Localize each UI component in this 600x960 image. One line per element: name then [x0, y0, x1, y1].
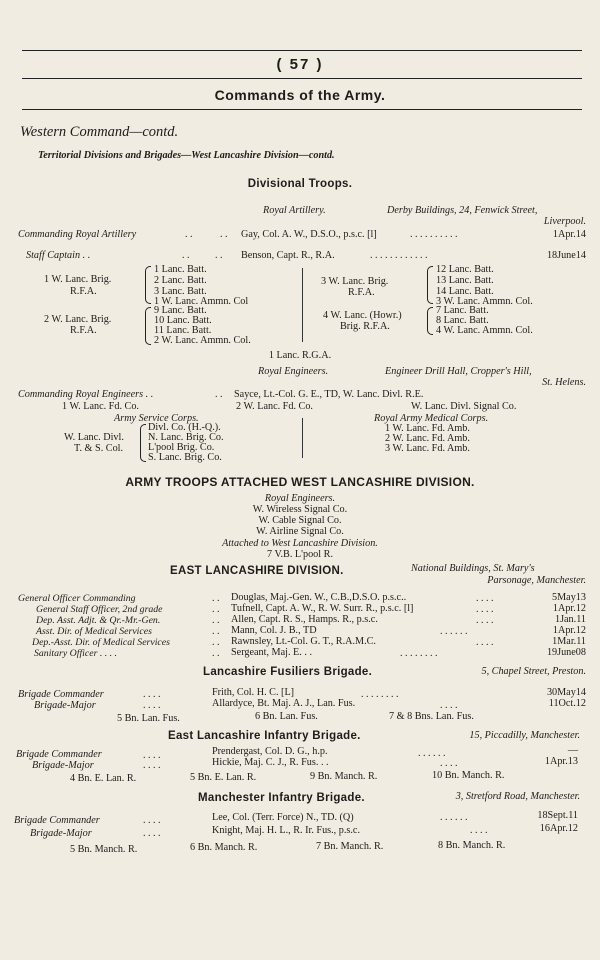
re-unit: W. Lanc. Divl. Signal Co. — [411, 401, 517, 412]
battalion: 7 Bn. Manch. R. — [316, 841, 384, 852]
dot-leader: . . . . — [476, 604, 494, 615]
staff-date: 1Apr.12 — [552, 625, 586, 636]
staff-name: Tufnell, Capt. A. W., R. W. Surr. R., p.s.c. [l] — [231, 603, 414, 614]
brig3-item: 14 Lanc. Batt. — [436, 286, 494, 297]
battalion: 6 Bn. Manch. R. — [190, 842, 258, 853]
lancs-fusiliers-address: 5, Chapel Street, Preston. — [481, 666, 586, 677]
brig2-item: 9 Lanc. Batt. — [154, 305, 207, 316]
brig4-item: 4 W. Lanc. Ammn. Col. — [436, 325, 533, 336]
re-unit: 2 W. Lanc. Fd. Co. — [236, 401, 313, 412]
staff-date: 1Mar.11 — [552, 636, 586, 647]
army-troops-item: W. Airline Signal Co. — [256, 526, 344, 537]
battalion: 5 Bn. E. Lan. R. — [190, 772, 257, 783]
ramc-item: 3 W. Lanc. Fd. Amb. — [385, 443, 470, 454]
brig3-unit: R.F.A. — [348, 287, 375, 298]
attached-note: Attached to West Lancashire Division. — [222, 538, 378, 549]
east-lancs-address: National Buildings, St. Mary's — [411, 563, 535, 574]
battalion: 4 Bn. E. Lan. R. — [70, 773, 137, 784]
brig4-item: 8 Lanc. Batt. — [436, 315, 489, 326]
brace — [145, 307, 151, 345]
dot-leader: . . . . — [143, 828, 161, 839]
army-troops-heading: ARMY TROOPS ATTACHED WEST LANCASHIRE DIVISION. — [125, 475, 475, 489]
dot-leader: . . — [212, 604, 220, 615]
column-divider — [302, 268, 303, 342]
staff-name: Allen, Capt. R. S., Hamps. R., p.s.c. — [231, 614, 378, 625]
re-address: Engineer Drill Hall, Cropper's Hill, — [385, 366, 532, 377]
brig1-item: 1 Lanc. Batt. — [154, 264, 207, 275]
row-name: Hickie, Maj. C. J., R. Fus. . . — [212, 757, 329, 768]
dot-leader: . . . . . . — [440, 812, 468, 823]
staff-date: 19June08 — [546, 647, 586, 658]
battalion: 6 Bn. Lan. Fus. — [255, 711, 318, 722]
rga: 1 Lanc. R.G.A. — [268, 350, 332, 361]
row-date: — — [567, 745, 578, 756]
brace — [140, 424, 146, 462]
row-date: 30May14 — [546, 687, 586, 698]
staff-name: Rawnsley, Lt.-Col. G. T., R.A.M.C. — [231, 636, 376, 647]
dot-leader: . . . . — [143, 689, 161, 700]
command-heading: Western Command—contd. — [20, 124, 179, 140]
staff-role: Dep.-Asst. Dir. of Medical Services — [32, 637, 170, 648]
battalion: 5 Bn. Lan. Fus. — [117, 713, 180, 724]
row-name: Allardyce, Bt. Maj. A. J., Lan. Fus. — [212, 698, 356, 709]
ramc-item: 2 W. Lanc. Fd. Amb. — [385, 433, 470, 444]
staff-name: Sergeant, Maj. E. . . — [231, 647, 313, 658]
battalion: 5 Bn. Manch. R. — [70, 844, 138, 855]
dot-leader: . . — [212, 626, 220, 637]
row-date: 16Apr.12 — [539, 823, 578, 834]
brig1-item: 2 Lanc. Batt. — [154, 275, 207, 286]
brace — [427, 266, 433, 304]
row-name: Prendergast, Col. D. G., h.p. — [212, 746, 328, 757]
brig4-unit: Brig. R.F.A. — [340, 321, 390, 332]
army-troops-item: W. Cable Signal Co. — [258, 515, 342, 526]
battalion: 8 Bn. Manch. R. — [438, 840, 506, 851]
row-date: 11Oct.12 — [548, 698, 586, 709]
re-city: St. Helens. — [542, 377, 586, 388]
ramc-heading: Royal Army Medical Corps. — [374, 413, 489, 424]
dot-leader: . . — [215, 250, 223, 261]
dot-leader: . . — [212, 648, 220, 659]
staff-role: Dep. Asst. Adjt. & Qr.-Mr.-Gen. — [36, 615, 161, 626]
ra-address: Derby Buildings, 24, Fenwick Street, — [387, 205, 538, 216]
dot-leader: . . . . — [476, 593, 494, 604]
dot-leader: . . . . . . — [440, 626, 468, 637]
brig4-name: 4 W. Lanc. (Howr.) — [323, 310, 402, 321]
army-troops-re-heading: Royal Engineers. — [264, 493, 336, 504]
royal-engineers-heading: Royal Engineers. — [258, 366, 329, 377]
dot-leader: . . . . — [143, 750, 161, 761]
top-rule — [22, 50, 582, 51]
dot-leader: . . . . . . — [418, 748, 446, 759]
brig2-item: 2 W. Lanc. Ammn. Col. — [154, 335, 251, 346]
dot-leader: . . . . . . . . . . . . — [370, 250, 428, 261]
army-troops-item: W. Wireless Signal Co. — [252, 504, 348, 515]
brig3-item: 13 Lanc. Batt. — [436, 275, 494, 286]
row-role: Brigade-Major — [34, 700, 96, 711]
battalion: 7 & 8 Bns. Lan. Fus. — [389, 711, 474, 722]
dot-leader: . . . . — [476, 637, 494, 648]
row-date: 18Sept.11 — [537, 810, 578, 821]
asc-item: N. Lanc. Brig. Co. — [148, 432, 224, 443]
brace — [427, 307, 433, 335]
brig3-item: 12 Lanc. Batt. — [436, 264, 494, 275]
brig1-item: 1 W. Lanc. Ammn. Col — [154, 296, 249, 307]
dot-leader: . . . . . . . . — [400, 648, 438, 659]
staff-date: 1Jan.11 — [554, 614, 586, 625]
divisional-troops-heading: Divisional Troops. — [247, 178, 353, 190]
staff-role: Asst. Dir. of Medical Services — [36, 626, 152, 637]
royal-artillery-heading: Royal Artillery. — [263, 205, 326, 216]
row-role: Brigade Commander — [18, 689, 104, 700]
manchester-inf-address: 3, Stretford Road, Manchester. — [455, 791, 580, 802]
row-name: Knight, Maj. H. L., R. Ir. Fus., p.s.c. — [212, 825, 361, 836]
dot-leader: . . — [185, 229, 193, 240]
staff-captain-date: 18June14 — [546, 250, 586, 261]
staff-role: General Staff Officer, 2nd grade — [36, 604, 163, 615]
dot-leader: . . . . — [143, 700, 161, 711]
battalion: 9 Bn. Manch. R. — [310, 771, 378, 782]
dot-leader: . . . . — [143, 760, 161, 771]
brace — [145, 266, 151, 304]
asc-item: S. Lanc. Brig. Co. — [148, 452, 222, 463]
dot-leader: . . . . — [476, 615, 494, 626]
dot-leader: . . . . . . . . — [361, 689, 399, 700]
dot-leader: . . . . — [440, 700, 458, 711]
page-title: Commands of the Army. — [214, 87, 386, 103]
dot-leader: . . — [212, 615, 220, 626]
dot-leader: . . — [220, 229, 228, 240]
brig2-item: 11 Lanc. Batt. — [154, 325, 212, 336]
asc-item: Divl. Co. (H.-Q.). — [148, 422, 221, 433]
dot-leader: . . . . — [440, 758, 458, 769]
staff-date: 1Apr.12 — [552, 603, 586, 614]
title-rule — [22, 78, 582, 79]
column-divider — [302, 418, 303, 458]
staff-date: 5May13 — [552, 592, 586, 603]
dot-leader: . . . . — [470, 825, 488, 836]
brig3-name: 3 W. Lanc. Brig. — [321, 276, 389, 287]
east-lancs-heading: EAST LANCASHIRE DIVISION. — [170, 565, 344, 577]
commanding-ra-label: Commanding Royal Artillery — [18, 229, 137, 240]
staff-captain-name: Benson, Capt. R., R.A. — [241, 250, 335, 261]
staff-name: Douglas, Maj.-Gen. W., C.B.,D.S.O. p.s.c.. — [231, 592, 407, 603]
row-name: Frith, Col. H. C. [L] — [212, 687, 295, 698]
dot-leader: . . — [212, 593, 220, 604]
row-role: Brigade-Major — [30, 828, 92, 839]
staff-name: Mann, Col. J. B., TD — [231, 625, 317, 636]
asc-label: W. Lanc. Divl. — [64, 432, 124, 443]
title-rule-bottom — [22, 109, 582, 110]
commanding-re-name: Sayce, Lt.-Col. G. E., TD, W. Lanc. Divl. R.E. — [234, 389, 424, 400]
row-role: Brigade-Major — [32, 760, 94, 771]
asc-heading: Army Service Corps. — [114, 413, 199, 424]
vb-unit: 7 V.B. L'pool R. — [267, 549, 333, 560]
page-number: ( 57 ) — [276, 56, 324, 73]
re-unit: 1 W. Lanc. Fd. Co. — [62, 401, 139, 412]
dot-leader: . . — [215, 389, 223, 400]
dot-leader: . . . . . . . . . . — [410, 229, 458, 240]
brig2-name: 2 W. Lanc. Brig. — [44, 314, 112, 325]
commanding-ra-date: 1Apr.14 — [552, 229, 586, 240]
brig4-item: 7 Lanc. Batt. — [436, 305, 489, 316]
ramc-item: 1 W. Lanc. Fd. Amb. — [385, 423, 470, 434]
staff-role: General Officer Commanding — [18, 593, 136, 604]
asc-label: T. & S. Col. — [74, 443, 124, 454]
brig2-item: 10 Lanc. Batt. — [154, 315, 212, 326]
asc-item: L'pool Brig. Co. — [148, 442, 215, 453]
commanding-re-label: Commanding Royal Engineers . . — [18, 389, 154, 400]
manchester-inf-heading: Manchester Infantry Brigade. — [198, 792, 365, 804]
brig3-item: 3 W. Lanc. Ammn. Col. — [436, 296, 533, 307]
dot-leader: . . — [182, 250, 190, 261]
territorial-heading: Territorial Divisions and Brigades—West Lancashire Division—contd. — [38, 150, 335, 161]
dot-leader: . . . . — [143, 815, 161, 826]
brig1-unit: R.F.A. — [70, 286, 97, 297]
east-lancs-inf-heading: East Lancashire Infantry Brigade. — [168, 730, 361, 742]
row-role: Brigade Commander — [16, 749, 102, 760]
ra-city: Liverpool. — [543, 216, 586, 227]
commanding-ra-name: Gay, Col. A. W., D.S.O., p.s.c. [l] — [241, 229, 377, 240]
dot-leader: . . — [212, 637, 220, 648]
lancs-fusiliers-heading: Lancashire Fusiliers Brigade. — [203, 666, 373, 678]
brig2-unit: R.F.A. — [70, 325, 97, 336]
brig1-item: 3 Lanc. Batt. — [154, 286, 207, 297]
row-date: 1Apr.13 — [544, 756, 578, 767]
row-role: Brigade Commander — [14, 815, 100, 826]
staff-role: Sanitary Officer . . . . — [34, 648, 117, 659]
battalion: 10 Bn. Manch. R. — [432, 770, 505, 781]
east-lancs-inf-address: 15, Piccadilly, Manchester. — [469, 730, 580, 741]
row-name: Lee, Col. (Terr. Force) N., TD. (Q) — [212, 812, 354, 823]
brig1-name: 1 W. Lanc. Brig. — [44, 274, 112, 285]
staff-captain-label: Staff Captain . . — [26, 250, 91, 261]
east-lancs-address2: Parsonage, Manchester. — [487, 575, 586, 586]
